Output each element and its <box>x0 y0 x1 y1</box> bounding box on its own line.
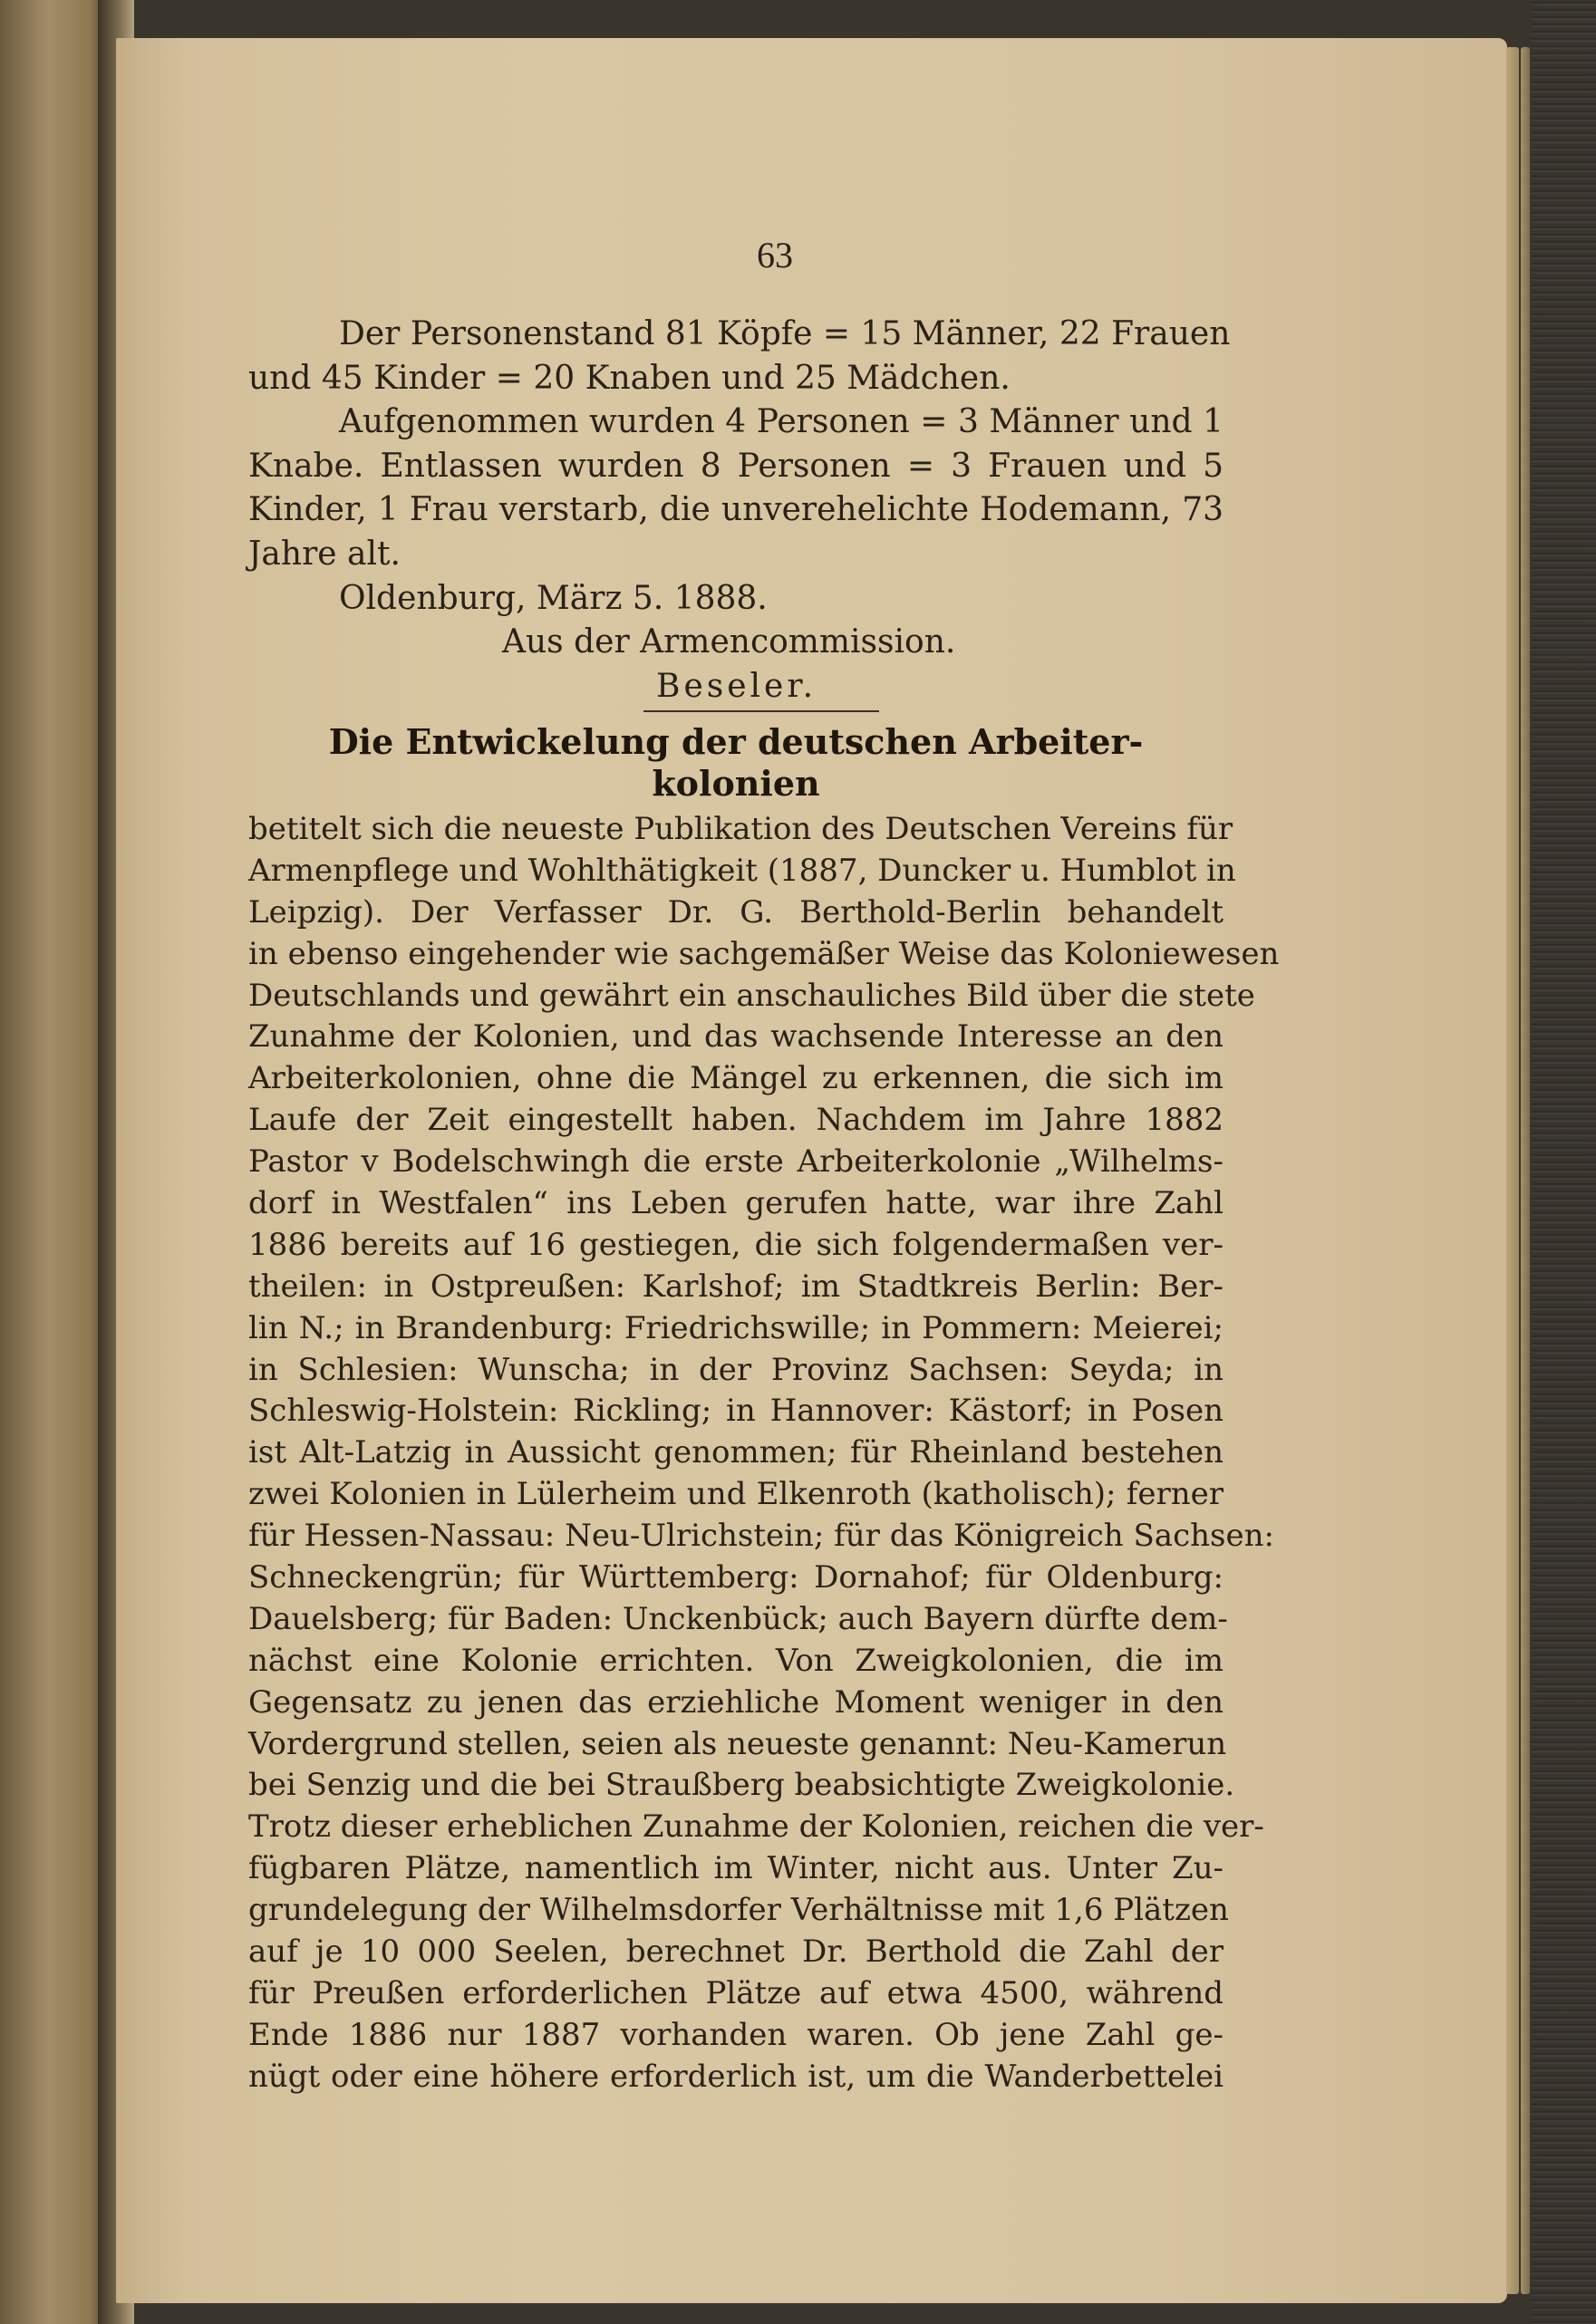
article-body <box>248 809 1280 2098</box>
report-line: Kinder, 1 Frau verstarb, die unverehelichte Hodemann, 73 <box>248 491 1224 529</box>
body-line: Vordergrund stellen, seien als neueste genannt: Neu-Kamerun <box>248 1725 1227 1762</box>
body-line: Ende 1886 nur 1887 vorhanden waren. Ob jene Zahl ge- <box>248 2016 1224 2053</box>
body-line: Schleswig-Holstein: Rickling; in Hannover: Kästorf; in Posen <box>248 1393 1224 1430</box>
report-line: Knabe. Entlassen wurden 8 Personen = 3 Frauen und 5 <box>248 447 1224 485</box>
report-line: und 45 Kinder = 20 Knaben und 25 Mädchen. <box>248 359 1011 397</box>
section-divider <box>643 710 879 712</box>
body-line: nügt oder eine höhere erforderlich ist, um die Wanderbettelei <box>248 2058 1224 2095</box>
body-line: Gegensatz zu jenen das erziehliche Moment weniger in den <box>248 1683 1224 1721</box>
body-line: 1886 bereits auf 16 gestiegen, die sich folgendermaßen ver- <box>248 1226 1224 1263</box>
page-stack-edge <box>1506 47 1519 2294</box>
body-line: für Preußen erforderlichen Plätze auf etwa 4500, während <box>248 1974 1224 2011</box>
report-line: Jahre alt. <box>248 535 401 573</box>
issuer: Aus der Armencommission. <box>502 623 956 661</box>
page-number: 63 <box>757 235 793 275</box>
body-line: lin N.; in Brandenburg: Friedrichswille; in Pommern: Meierei; <box>248 1309 1224 1346</box>
body-line: in Schlesien: Wunscha; in der Provinz Sachsen: Seyda; in <box>248 1351 1224 1388</box>
body-line: betitelt sich die neueste Publikation des Deutschen Vereins für <box>248 811 1233 847</box>
body-line: dorf in Westfalen“ ins Leben gerufen hatte, war ihre Zahl <box>248 1185 1224 1222</box>
body-line: Deutschlands und gewährt ein anschauliches Bild über die stete <box>248 977 1255 1014</box>
left-page-edge <box>0 0 107 2324</box>
body-line: theilen: in Ostpreußen: Karlshof; im Stadtkreis Berlin: Ber- <box>248 1268 1224 1305</box>
body-line: fügbaren Plätze, namentlich im Winter, nicht aus. Unter Zu- <box>248 1850 1224 1887</box>
book-cover-edge <box>1532 0 1596 2324</box>
body-line: für Hessen-Nassau: Neu-Ulrichstein; für das Königreich Sachsen: <box>248 1518 1274 1555</box>
place-date: Oldenburg, März 5. 1888. <box>339 579 768 617</box>
body-line: Zunahme der Kolonien, und das wachsende Interesse an den <box>248 1018 1224 1056</box>
body-line: Arbeiterkolonien, ohne die Mängel zu erkennen, die sich im <box>248 1060 1224 1097</box>
signature: Beseler. <box>656 667 817 705</box>
article-title-line: kolonien <box>652 763 820 804</box>
body-line: Trotz dieser erheblichen Zunahme der Kolonien, reichen die ver- <box>248 1808 1264 1846</box>
body-line: zwei Kolonien in Lülerheim und Elkenroth (katholisch); ferner <box>248 1476 1224 1513</box>
body-line: Leipzig). Der Verfasser Dr. G. Berthold-Berlin behandelt <box>248 893 1224 931</box>
body-line: nächst eine Kolonie errichten. Von Zweigkolonien, die im <box>248 1642 1224 1679</box>
report-line: Der Personenstand 81 Köpfe = 15 Männer, 22 Frauen <box>339 315 1231 352</box>
body-line: auf je 10 000 Seelen, berechnet Dr. Berthold die Zahl der <box>248 1933 1224 1971</box>
report-line: Aufgenommen wurden 4 Personen = 3 Männer und 1 <box>339 403 1224 441</box>
body-line: Armenpflege und Wohlthätigkeit (1887, Duncker u. Humblot in <box>248 852 1236 889</box>
body-line: bei Senzig und die bei Straußberg beabsichtigte Zweigkolonie. <box>248 1767 1235 1804</box>
article-title <box>248 721 1224 805</box>
article-title-line: Die Entwickelung der deutschen Arbeiter- <box>328 721 1144 762</box>
body-line: Dauelsberg; für Baden: Unckenbück; auch Bayern dürfte dem- <box>248 1600 1228 1637</box>
body-line: Schneckengrün; für Württemberg: Dornahof; für Oldenburg: <box>248 1559 1224 1596</box>
body-line: ist Alt-Latzig in Aussicht genommen; für Rheinland bestehen <box>248 1434 1224 1471</box>
page-stack-edge-inner <box>1521 47 1530 2294</box>
report-block <box>248 313 1231 709</box>
body-line: in ebenso eingehender wie sachgemäßer Weise das Koloniewesen <box>248 935 1280 972</box>
body-line: Pastor v Bodelschwingh die erste Arbeiterkolonie „Wilhelms- <box>248 1143 1224 1181</box>
body-line: grundelegung der Wilhelmsdorfer Verhältnisse mit 1,6 Plätzen <box>248 1892 1229 1929</box>
body-line: Laufe der Zeit eingestellt haben. Nachdem im Jahre 1882 <box>248 1102 1224 1139</box>
